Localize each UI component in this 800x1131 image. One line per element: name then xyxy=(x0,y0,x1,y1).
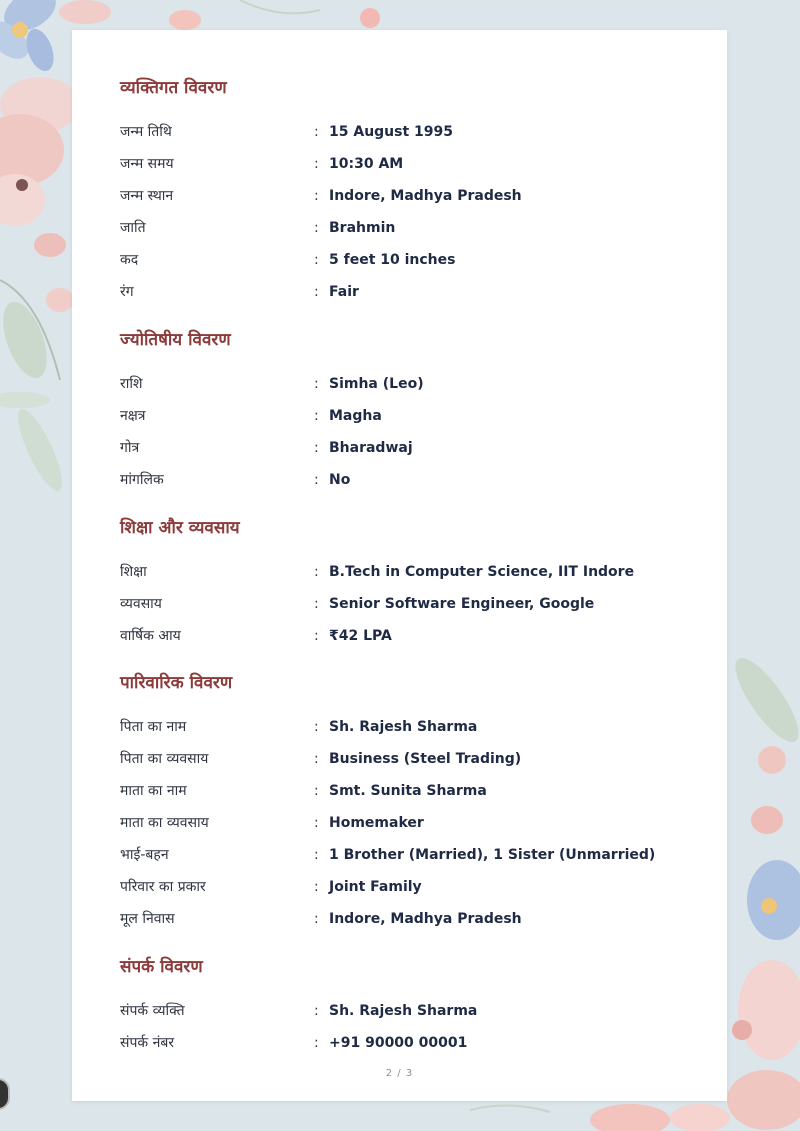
detail-value: 10:30 AM xyxy=(329,156,404,172)
section-education-profession xyxy=(120,510,687,652)
section-title: पारिवारिक विवरण xyxy=(120,673,233,693)
detail-value: ₹42 LPA xyxy=(329,628,392,644)
detail-row xyxy=(120,400,687,432)
detail-label: व्यवसाय xyxy=(120,596,162,612)
detail-label: कद xyxy=(120,252,139,268)
detail-value: Business (Steel Trading) xyxy=(329,751,522,767)
detail-row xyxy=(120,807,687,839)
detail-row xyxy=(120,903,687,935)
detail-label: रंग xyxy=(120,284,134,300)
detail-label: जन्म तिथि xyxy=(120,124,172,140)
separator: : xyxy=(314,564,319,580)
separator: : xyxy=(314,124,319,140)
separator: : xyxy=(314,1003,319,1019)
separator: : xyxy=(314,220,319,236)
detail-row xyxy=(120,244,687,276)
detail-label: माता का नाम xyxy=(120,783,187,799)
detail-value: 15 August 1995 xyxy=(329,124,454,140)
separator: : xyxy=(314,284,319,300)
detail-value: Indore, Madhya Pradesh xyxy=(329,911,522,927)
detail-row xyxy=(120,116,687,148)
detail-row xyxy=(120,212,687,244)
detail-label: संपर्क व्यक्ति xyxy=(120,1003,185,1019)
separator: : xyxy=(314,376,319,392)
detail-row xyxy=(120,1027,687,1059)
detail-label: मांगलिक xyxy=(120,472,164,488)
detail-row xyxy=(120,464,687,496)
page-indicator: 2 / 3 xyxy=(385,1068,414,1079)
detail-row xyxy=(120,871,687,903)
detail-value: Smt. Sunita Sharma xyxy=(329,783,487,799)
section-contact-details xyxy=(120,949,687,1059)
separator: : xyxy=(314,408,319,424)
detail-value: Sh. Rajesh Sharma xyxy=(329,719,478,735)
section-title: संपर्क विवरण xyxy=(120,957,203,977)
detail-value: Fair xyxy=(329,284,359,300)
detail-value: B.Tech in Computer Science, IIT Indore xyxy=(329,564,635,580)
separator: : xyxy=(314,252,319,268)
detail-row xyxy=(120,432,687,464)
separator: : xyxy=(314,628,319,644)
detail-label: पिता का नाम xyxy=(120,719,187,735)
detail-row xyxy=(120,556,687,588)
detail-row xyxy=(120,775,687,807)
separator: : xyxy=(314,879,319,895)
detail-label: संपर्क नंबर xyxy=(120,1035,175,1051)
detail-label: पिता का व्यवसाय xyxy=(120,751,209,767)
section-family-details xyxy=(120,665,687,935)
separator: : xyxy=(314,719,319,735)
detail-label: नक्षत्र xyxy=(120,408,146,424)
floral-decoration-bottom-right xyxy=(727,640,800,1131)
detail-value: Sh. Rajesh Sharma xyxy=(329,1003,478,1019)
detail-row xyxy=(120,743,687,775)
floral-decoration-bottom xyxy=(470,1100,730,1131)
detail-label: गोत्र xyxy=(120,440,140,456)
detail-row xyxy=(120,588,687,620)
separator: : xyxy=(314,440,319,456)
detail-row xyxy=(120,620,687,652)
detail-label: भाई-बहन xyxy=(120,847,169,863)
detail-label: माता का व्यवसाय xyxy=(120,815,209,831)
separator: : xyxy=(314,911,319,927)
detail-row xyxy=(120,148,687,180)
detail-value: Senior Software Engineer, Google xyxy=(329,596,595,612)
detail-row xyxy=(120,368,687,400)
separator: : xyxy=(314,751,319,767)
detail-label: राशि xyxy=(120,376,143,392)
detail-value: Simha (Leo) xyxy=(329,376,424,392)
section-title: ज्योतिषीय विवरण xyxy=(120,330,231,350)
detail-label: मूल निवास xyxy=(120,911,175,927)
floral-decoration-top-middle xyxy=(140,0,400,32)
detail-value: Bharadwaj xyxy=(329,440,413,456)
detail-value: Joint Family xyxy=(329,879,422,895)
detail-label: शिक्षा xyxy=(120,564,147,580)
detail-value: +91 90000 00001 xyxy=(329,1035,468,1051)
detail-value: 1 Brother (Married), 1 Sister (Unmarried) xyxy=(329,847,656,863)
document-page xyxy=(72,30,727,1101)
detail-row xyxy=(120,995,687,1027)
detail-value: 5 feet 10 inches xyxy=(329,252,456,268)
floating-action-handle[interactable] xyxy=(0,1078,10,1110)
separator: : xyxy=(314,472,319,488)
detail-label: जन्म स्थान xyxy=(120,188,174,204)
separator: : xyxy=(314,847,319,863)
detail-value: Brahmin xyxy=(329,220,396,236)
separator: : xyxy=(314,156,319,172)
section-title: शिक्षा और व्यवसाय xyxy=(120,518,240,538)
detail-value: No xyxy=(329,472,351,488)
separator: : xyxy=(314,188,319,204)
detail-row xyxy=(120,276,687,308)
separator: : xyxy=(314,815,319,831)
detail-value: Magha xyxy=(329,408,382,424)
separator: : xyxy=(314,783,319,799)
detail-row xyxy=(120,180,687,212)
separator: : xyxy=(314,1035,319,1051)
detail-label: वार्षिक आय xyxy=(120,628,181,644)
detail-label: जन्म समय xyxy=(120,156,174,172)
detail-row xyxy=(120,839,687,871)
section-personal-details xyxy=(120,70,687,308)
detail-label: परिवार का प्रकार xyxy=(120,879,206,895)
section-title: व्यक्तिगत विवरण xyxy=(120,78,227,98)
section-astrological-details xyxy=(120,322,687,496)
detail-label: जाति xyxy=(120,220,146,236)
separator: : xyxy=(314,596,319,612)
detail-row xyxy=(120,711,687,743)
detail-value: Indore, Madhya Pradesh xyxy=(329,188,522,204)
detail-value: Homemaker xyxy=(329,815,424,831)
